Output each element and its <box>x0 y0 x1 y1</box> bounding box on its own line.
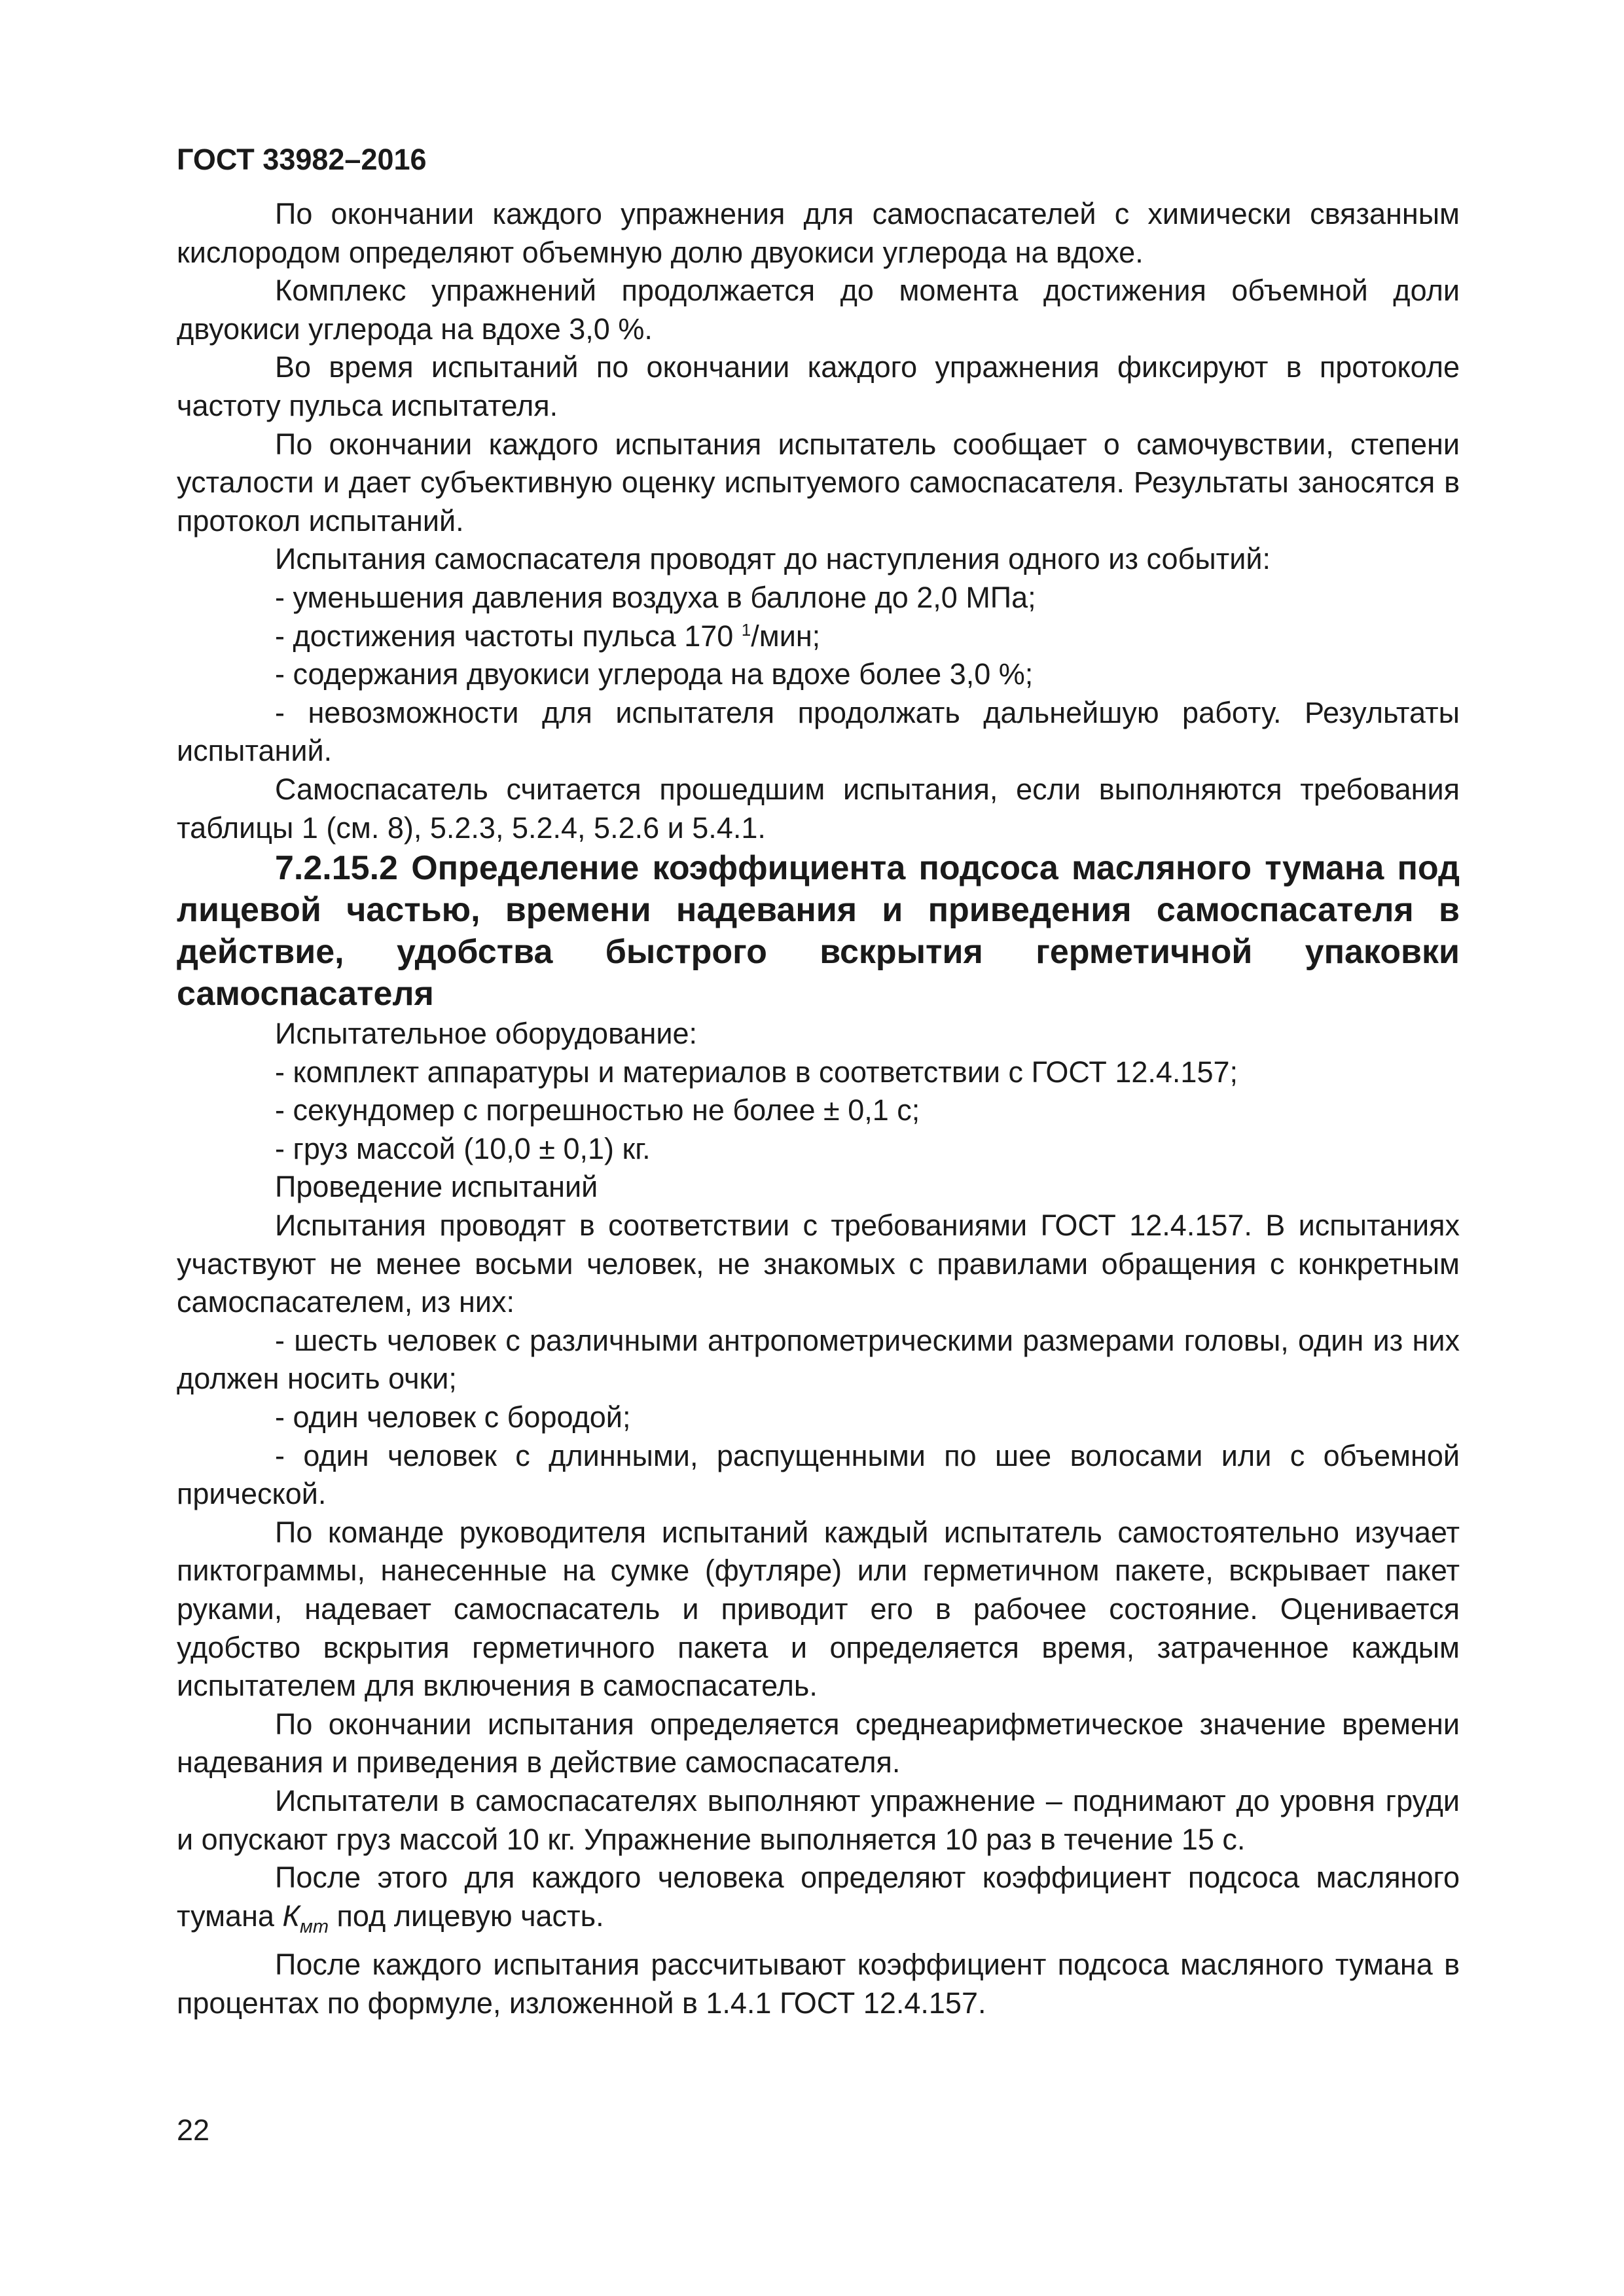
list-item: - содержания двуокиси углерода на вдохе более 3,0 %; <box>275 657 1034 691</box>
paragraph: После каждого испытания рассчитывают коэффициент подсоса масляного тумана в процентах по формуле, изложенной в 1.4.1 ГОСТ 12.4.157. <box>177 1948 1460 2020</box>
paragraph: Испытатели в самоспасателях выполняют упражнение – поднимают до уровня груди и опускают груз массой 10 кг. Упражнение выполняется 10 раз в течение 15 с. <box>177 1783 1460 1856</box>
list-item: - один человек с бородой; <box>275 1400 631 1434</box>
paragraph: Испытательное оборудование: <box>275 1017 698 1051</box>
paragraph <box>177 1859 1460 1946</box>
paragraph: По окончании испытания определяется среднеарифметическое значение времени надевания и приведения в действие самоспасателя. <box>177 1707 1460 1779</box>
list-item-text: - достижения частоты пульса 170 <box>275 619 742 653</box>
symbol-letter: К <box>282 1899 300 1933</box>
list-item: - невозможности для испытателя продолжать дальнейшую работу. Результаты испытаний. <box>177 695 1460 768</box>
paragraph: По окончании каждого упражнения для самоспасателей с химически связанным кислородом определяют объемную долю двуокиси углерода на вдохе. <box>177 197 1460 269</box>
list-item: - уменьшения давления воздуха в баллоне до 2,0 МПа; <box>275 580 1036 614</box>
page-number: 22 <box>177 2113 210 2147</box>
paragraph: Во время испытаний по окончании каждого упражнения фиксируют в протоколе частоту пульса испытателя. <box>177 350 1460 422</box>
paragraph: Испытания самоспасателя проводят до наступления одного из событий: <box>275 542 1271 576</box>
paragraph: По команде руководителя испытаний каждый испытатель самостоятельно изучает пиктограммы, нанесенные на сумке (футляре) или герметичном пакете, вскрывает пакет руками, надевает самоспасатель и приводит его в рабочее состояние. Оценивается удобство вскрытия герметичного пакета и определяется время, затраченное каждым испытателем для включения в самоспасатель. <box>177 1515 1460 1703</box>
list-item: - один человек с длинными, распущенными по шее волосами или с объемной прической. <box>177 1438 1460 1511</box>
list-item: - секундомер с погрешностью не более ± 0,1 с; <box>275 1093 920 1127</box>
list-item-text: /мин; <box>751 619 821 653</box>
superscript: 1 <box>741 619 751 640</box>
list-item: - шесть человек с различными антропометрическими размерами головы, один из них должен носить очки; <box>177 1323 1460 1396</box>
formula-symbol <box>282 1899 329 1937</box>
list-item <box>177 617 1460 656</box>
paragraph: Комплекс упражнений продолжается до момента достижения объемной доли двуокиси углерода на вдохе 3,0 %. <box>177 274 1460 346</box>
page-body <box>177 195 1460 2023</box>
section-heading: 7.2.15.2 Определение коэффициента подсоса масляного тумана под лицевой частью, времени надевания и приведения самоспасателя в действие, удобства быстрого вскрытия герметичной упаковки самоспасателя <box>177 849 1460 1013</box>
paragraph-text: После этого для каждого человека определяют коэффициент подсоса масляного тумана <box>177 1861 1460 1933</box>
paragraph: Проведение испытаний <box>275 1170 598 1204</box>
document-code: ГОСТ 33982–2016 <box>177 143 427 176</box>
paragraph: По окончании каждого испытания испытатель сообщает о самочувствии, степени усталости и дает субъективную оценку испытуемого самоспасателя. Результаты заносятся в протокол испытаний. <box>177 427 1460 538</box>
paragraph: Испытания проводят в соответствии с требованиями ГОСТ 12.4.157. В испытаниях участвуют не менее восьми человек, не знакомых с правилами обращения с конкретным самоспасателем, из них: <box>177 1209 1460 1319</box>
list-item: - комплект аппаратуры и материалов в соответствии с ГОСТ 12.4.157; <box>275 1055 1238 1089</box>
list-item: - груз массой (10,0 ± 0,1) кг. <box>275 1131 651 1165</box>
paragraph-text: под лицевую часть. <box>329 1899 604 1933</box>
symbol-subscript: мт <box>300 1916 329 1937</box>
paragraph: Самоспасатель считается прошедшим испытания, если выполняются требования таблицы 1 (см. 8), 5.2.3, 5.2.4, 5.2.6 и 5.4.1. <box>177 772 1460 845</box>
